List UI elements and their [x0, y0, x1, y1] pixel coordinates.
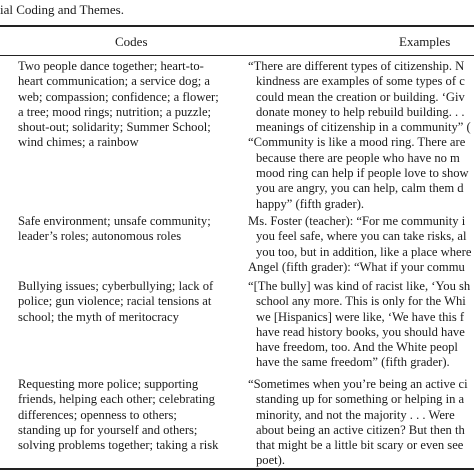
example-line: school any more. This is only for the Whi [256, 294, 466, 309]
codes-line: police; gun violence; racial tensions at [18, 294, 212, 309]
example-line: minority, and not the majority . . . Were [256, 407, 455, 422]
example-line: have freedom, too. And the White peopl [256, 340, 458, 355]
examples-cell [248, 279, 470, 371]
codes-line: Bullying issues; cyberbullying; lack of [18, 279, 214, 293]
bottom-rule [0, 468, 474, 470]
codes-line: shout-out; solidarity; Summer School; [18, 120, 211, 135]
example-line: have the same freedom” (fifth grader). [256, 355, 450, 370]
example-line: happy” (fifth grader). [256, 196, 365, 211]
top-rule [0, 25, 474, 27]
examples-cell [248, 377, 468, 469]
example-line: “Sometimes when you’re being an active ci [248, 377, 468, 391]
example-line: because there are people who have no m [256, 150, 460, 165]
codes-line: Two people dance together; heart-to- [18, 59, 204, 73]
codes-line: friends, helping each other; celebrating [18, 392, 215, 407]
examples-cell [248, 59, 471, 212]
example-line: “[The bully] was kind of racist like, ‘You sh [248, 279, 471, 293]
example-line: Angel (fifth grader): “What if your commu [248, 259, 465, 274]
example-line: you are angry, you can help, calm them d [256, 181, 464, 196]
example-line: mood ring can help if people love to show [256, 166, 469, 181]
example-line: you feel safe, where you can take risks, al [256, 229, 467, 244]
column-header-examples: Examples [399, 34, 451, 49]
codes-cell [18, 214, 211, 245]
example-line: that might be a little bit scary or even see [256, 438, 464, 453]
example-line: have read history books, you should have [256, 324, 465, 339]
codes-line: heart communication; a service dog; a [18, 74, 210, 89]
example-line: poet). [256, 453, 286, 468]
codes-line: Requesting more police; supporting [18, 377, 199, 391]
column-header-codes: Codes [115, 34, 148, 49]
examples-cell [248, 214, 471, 275]
example-line: donate money to help rebuild building. . . [256, 104, 465, 119]
codes-line: leader’s roles; autonomous roles [18, 229, 182, 244]
example-line: about being an active citizen? But then th [256, 422, 465, 437]
example-line: kindness are examples of some types of c [256, 74, 465, 89]
codes-line: Safe environment; unsafe community; [18, 214, 211, 228]
example-line: standing up for something or helping in a [256, 392, 465, 407]
codes-line: standing up for yourself and others; [18, 422, 198, 437]
example-line: meanings of citizenship in a community” ( [256, 120, 471, 135]
example-line: “Community is like a mood ring. There are [248, 135, 466, 150]
example-line: we [Hispanics] were like, ‘We have this f [256, 309, 465, 324]
codes-cell [18, 59, 219, 151]
example-line: Ms. Foster (teacher): “For me community i [248, 214, 466, 228]
header-rule [0, 55, 474, 56]
codes-line: wind chimes; a rainbow [18, 135, 139, 150]
codes-line: web; compassion; confidence; a flower; [18, 89, 219, 104]
codes-line: a tree; mood rings; nutrition; a puzzle; [18, 104, 212, 119]
example-line: “There are different types of citizenship. N [248, 59, 465, 73]
codes-cell [18, 377, 218, 453]
example-line: could mean the creation or building. ‘Giv [256, 89, 465, 104]
codes-line: solving problems together; taking a risk [18, 438, 219, 453]
table-caption: ial Coding and Themes. [0, 2, 124, 17]
example-line: you too, but in addition, like a place where [256, 244, 472, 259]
codes-line: differences; openness to others; [18, 407, 177, 422]
codes-line: school; the myth of meritocracy [18, 309, 179, 324]
codes-cell [18, 279, 213, 325]
